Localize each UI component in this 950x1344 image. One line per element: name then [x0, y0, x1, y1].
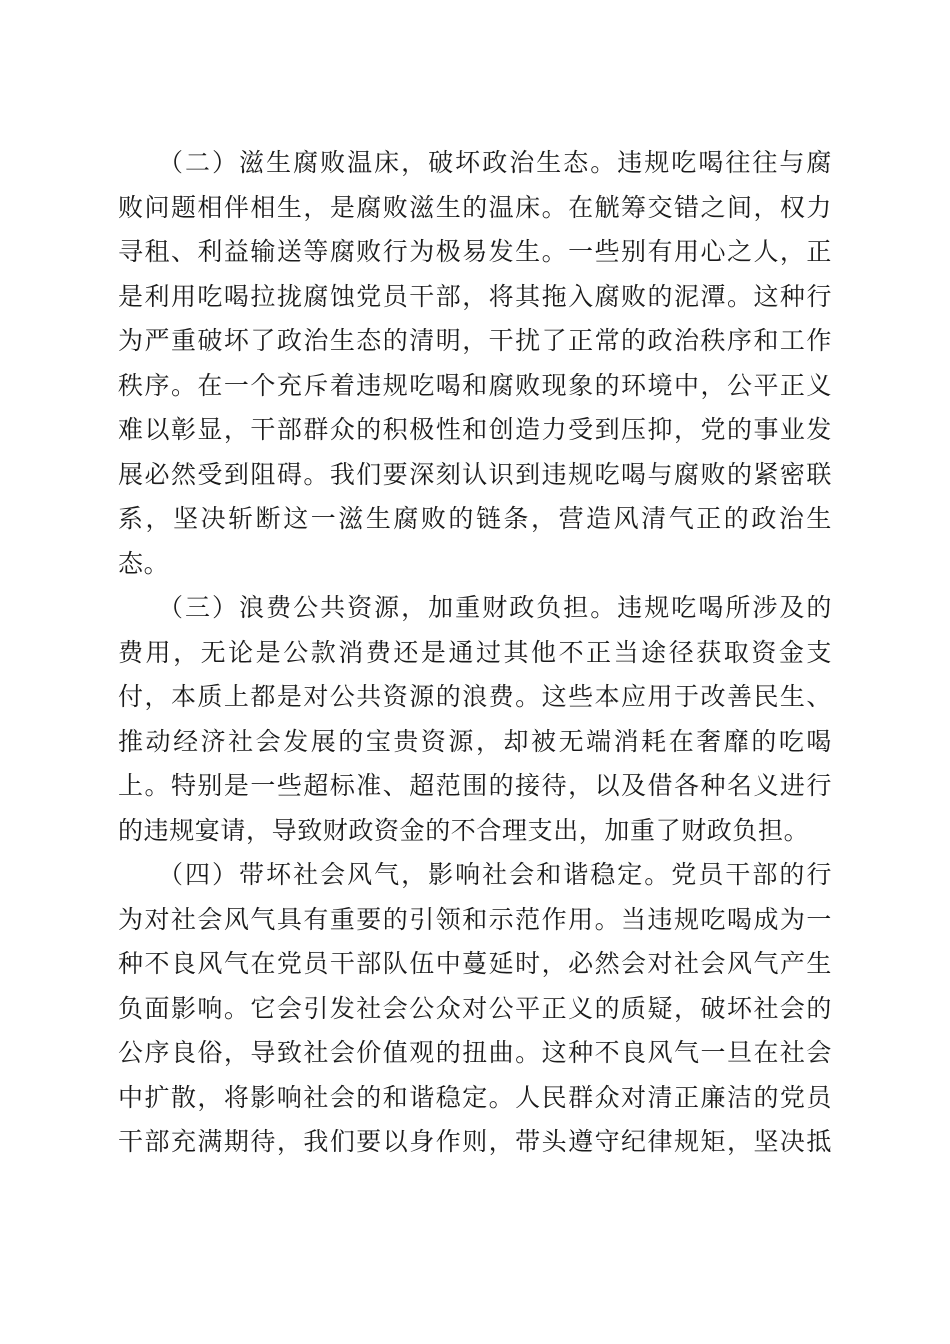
paragraph-line: 中扩散，将影响社会的和谐稳定。人民群众对清正廉洁的党员: [118, 1082, 832, 1112]
paragraph-line: 推动经济社会发展的宝贵资源，却被无端消耗在奢靡的吃喝: [118, 726, 832, 756]
paragraph-line: 付，本质上都是对公共资源的浪费。这些本应用于改善民生、: [118, 682, 832, 711]
paragraph-line: 负面影响。它会引发社会公众对公平正义的质疑，破坏社会的: [118, 993, 832, 1023]
paragraph-section-2: [118, 141, 832, 586]
paragraph-line: 系，坚决斩断这一滋生腐败的链条，营造风清气正的政治生: [118, 504, 832, 533]
paragraph-line: 秩序。在一个充斥着违规吃喝和腐败现象的环境中，公平正义: [118, 370, 832, 400]
paragraph-line: 败问题相伴相生，是腐败滋生的温床。在觥筹交错之间，权力: [118, 192, 832, 222]
paragraph-line: （二）滋生腐败温床，破坏政治生态。违规吃喝往往与腐: [158, 148, 832, 177]
paragraph-line: （三）浪费公共资源，加重财政负担。违规吃喝所涉及的: [158, 593, 832, 622]
paragraph-section-4: [118, 853, 832, 1165]
paragraph-line: 种不良风气在党员干部队伍中蔓延时，必然会对社会风气产生: [118, 949, 832, 978]
paragraph-section-3: [118, 586, 832, 853]
paragraph-line: 上。特别是一些超标准、超范围的接待，以及借各种名义进行: [118, 771, 832, 800]
paragraph-line: 费用，无论是公款消费还是通过其他不正当途径获取资金支: [118, 637, 832, 667]
paragraph-line: （四）带坏社会风气，影响社会和谐稳定。党员干部的行: [158, 860, 832, 889]
paragraph-line: 态。: [118, 548, 170, 578]
paragraph-line: 为对社会风气具有重要的引领和示范作用。当违规吃喝成为一: [118, 904, 832, 934]
paragraph-line: 的违规宴请，导致财政资金的不合理支出，加重了财政负担。: [118, 815, 810, 845]
paragraph-line: 展必然受到阻碍。我们要深刻认识到违规吃喝与腐败的紧密联: [118, 459, 832, 489]
paragraph-line: 公序良俗，导致社会价值观的扭曲。这种不良风气一旦在社会: [118, 1038, 832, 1067]
paragraph-line: 干部充满期待，我们要以身作则，带头遵守纪律规矩，坚决抵: [118, 1127, 832, 1156]
paragraph-line: 是利用吃喝拉拢腐蚀党员干部，将其拖入腐败的泥潭。这种行: [118, 281, 832, 311]
document-body: [118, 141, 832, 1165]
paragraph-line: 难以彰显，干部群众的积极性和创造力受到压抑，党的事业发: [118, 415, 832, 444]
paragraph-line: 为严重破坏了政治生态的清明，干扰了正常的政治秩序和工作: [118, 326, 832, 355]
paragraph-line: 寻租、利益输送等腐败行为极易发生。一些别有用心之人，正: [118, 237, 832, 266]
